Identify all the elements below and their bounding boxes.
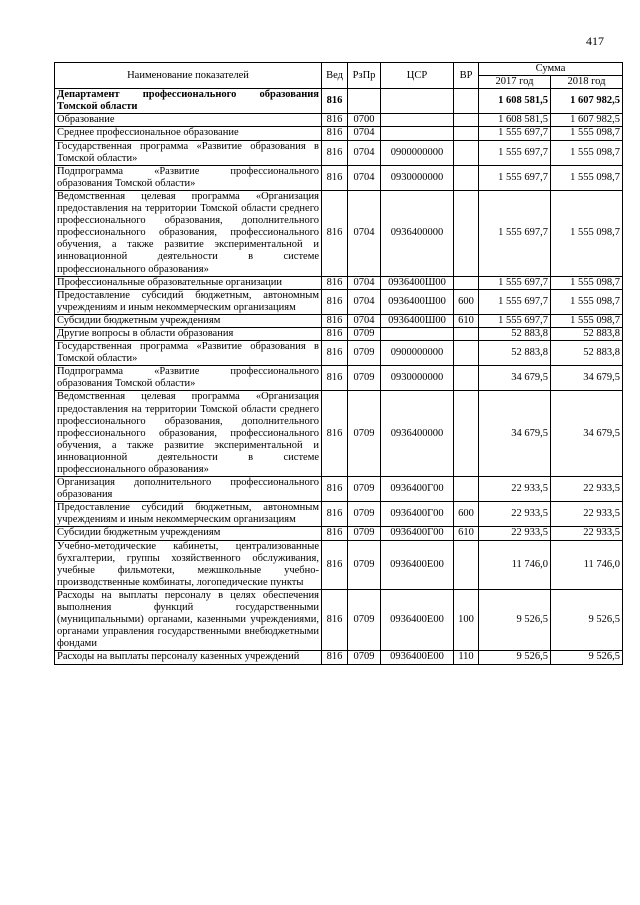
row-rzpr: 0709 <box>348 502 381 527</box>
row-name: Расходы на выплаты персоналу в целях обеспечения выполнения функций государственными (муниципальными) органами, казенными учреждениями, органами управления государственными внебюджетными фондами <box>55 589 322 650</box>
row-sum-2017: 1 608 581,5 <box>479 114 551 127</box>
row-vr <box>454 114 479 127</box>
row-sum-2017: 1 555 697,7 <box>479 276 551 289</box>
row-sum-2017: 1 555 697,7 <box>479 190 551 276</box>
row-vr <box>454 327 479 340</box>
row-name: Организация дополнительного профессионального образования <box>55 477 322 502</box>
row-csr: 0936400Ш00 <box>381 276 454 289</box>
row-sum-2018: 1 555 098,7 <box>551 140 623 165</box>
row-sum-2017: 52 883,8 <box>479 341 551 366</box>
budget-table <box>54 62 623 665</box>
row-csr: 0936400Е00 <box>381 589 454 650</box>
table-row <box>55 502 623 527</box>
row-rzpr <box>348 89 381 114</box>
page-number: 417 <box>586 34 604 48</box>
row-vr: 110 <box>454 651 479 664</box>
row-sum-2018: 11 746,0 <box>551 540 623 589</box>
row-name: Учебно-методические кабинеты, централизованные бухгалтерии, группы хозяйственного обслуживания, учебные фильмотеки, межшкольные учебно-производственные комбинаты, логопедические пункты <box>55 540 322 589</box>
row-ved: 816 <box>322 589 348 650</box>
row-ved: 816 <box>322 540 348 589</box>
table-row <box>55 127 623 140</box>
row-ved: 816 <box>322 190 348 276</box>
table-row <box>55 165 623 190</box>
table-row <box>55 477 623 502</box>
row-sum-2018: 22 933,5 <box>551 527 623 540</box>
row-name: Профессиональные образовательные организации <box>55 276 322 289</box>
row-sum-2018: 34 679,5 <box>551 366 623 391</box>
row-name: Предоставление субсидий бюджетным, автономным учреждениям и иным некоммерческим организациям <box>55 502 322 527</box>
table-row <box>55 314 623 327</box>
row-csr: 0936400Ш00 <box>381 289 454 314</box>
row-name: Расходы на выплаты персоналу казенных учреждений <box>55 651 322 664</box>
row-rzpr: 0704 <box>348 314 381 327</box>
row-sum-2017: 52 883,8 <box>479 327 551 340</box>
row-ved: 816 <box>322 341 348 366</box>
row-ved: 816 <box>322 289 348 314</box>
header-sum: Сумма <box>479 63 623 76</box>
table-row <box>55 366 623 391</box>
row-name: Государственная программа «Развитие образования в Томской области» <box>55 341 322 366</box>
row-vr: 600 <box>454 289 479 314</box>
row-csr <box>381 127 454 140</box>
row-ved: 816 <box>322 477 348 502</box>
row-name: Среднее профессиональное образование <box>55 127 322 140</box>
row-sum-2018: 1 555 098,7 <box>551 276 623 289</box>
table-row <box>55 589 623 650</box>
row-rzpr: 0709 <box>348 540 381 589</box>
row-name: Субсидии бюджетным учреждениям <box>55 527 322 540</box>
row-sum-2018: 22 933,5 <box>551 477 623 502</box>
row-vr <box>454 165 479 190</box>
header-year-2017: 2017 год <box>479 76 551 89</box>
row-ved: 816 <box>322 114 348 127</box>
table-row <box>55 89 623 114</box>
header-year-2018: 2018 год <box>551 76 623 89</box>
row-name: Департамент профессионального образования Томской области <box>55 89 322 114</box>
row-sum-2018: 1 555 098,7 <box>551 127 623 140</box>
row-vr <box>454 140 479 165</box>
row-csr: 0936400000 <box>381 190 454 276</box>
row-ved: 816 <box>322 527 348 540</box>
row-vr: 610 <box>454 314 479 327</box>
row-rzpr: 0709 <box>348 477 381 502</box>
row-sum-2018: 1 607 982,5 <box>551 89 623 114</box>
row-vr <box>454 341 479 366</box>
row-rzpr: 0709 <box>348 327 381 340</box>
row-csr <box>381 327 454 340</box>
row-rzpr: 0704 <box>348 276 381 289</box>
header-name: Наименование показателей <box>55 63 322 89</box>
row-csr <box>381 89 454 114</box>
table-row <box>55 527 623 540</box>
row-ved: 816 <box>322 140 348 165</box>
row-name: Ведомственная целевая программа «Организация предоставления на территории Томской области среднего профессионального образования, дополнительного профессионального образования, профессионального обучения, а также развитие экспериментальной и инновационной деятельности в системе профессионального образования» <box>55 190 322 276</box>
row-vr <box>454 391 479 477</box>
table-row <box>55 289 623 314</box>
row-sum-2018: 9 526,5 <box>551 651 623 664</box>
row-vr <box>454 366 479 391</box>
row-ved: 816 <box>322 276 348 289</box>
row-rzpr: 0704 <box>348 127 381 140</box>
row-sum-2017: 11 746,0 <box>479 540 551 589</box>
row-sum-2017: 22 933,5 <box>479 502 551 527</box>
row-rzpr: 0704 <box>348 165 381 190</box>
table-row <box>55 190 623 276</box>
row-sum-2018: 22 933,5 <box>551 502 623 527</box>
row-sum-2018: 1 555 098,7 <box>551 165 623 190</box>
row-sum-2017: 34 679,5 <box>479 391 551 477</box>
row-csr: 0930000000 <box>381 366 454 391</box>
row-vr <box>454 127 479 140</box>
row-name: Ведомственная целевая программа «Организация предоставления на территории Томской области среднего профессионального образования, дополнительного профессионального образования, профессионального обучения, а также развитие экспериментальной и инновационной деятельности в системе профессионального образования» <box>55 391 322 477</box>
row-rzpr: 0709 <box>348 651 381 664</box>
row-csr: 0900000000 <box>381 140 454 165</box>
row-rzpr: 0709 <box>348 341 381 366</box>
row-sum-2017: 1 555 697,7 <box>479 314 551 327</box>
table-row <box>55 114 623 127</box>
row-sum-2018: 1 555 098,7 <box>551 190 623 276</box>
row-sum-2018: 52 883,8 <box>551 327 623 340</box>
row-sum-2017: 1 608 581,5 <box>479 89 551 114</box>
row-sum-2017: 9 526,5 <box>479 651 551 664</box>
row-vr <box>454 276 479 289</box>
table-row <box>55 540 623 589</box>
row-sum-2018: 1 555 098,7 <box>551 314 623 327</box>
table-row <box>55 276 623 289</box>
row-sum-2018: 52 883,8 <box>551 341 623 366</box>
header-vr: ВР <box>454 63 479 89</box>
row-ved: 816 <box>322 502 348 527</box>
row-rzpr: 0709 <box>348 589 381 650</box>
row-name: Предоставление субсидий бюджетным, автономным учреждениям и иным некоммерческим организациям <box>55 289 322 314</box>
row-name: Подпрограмма «Развитие профессионального образования Томской области» <box>55 165 322 190</box>
row-ved: 816 <box>322 127 348 140</box>
row-csr: 0936400Г00 <box>381 477 454 502</box>
header-rzpr: РзПр <box>348 63 381 89</box>
row-ved: 816 <box>322 327 348 340</box>
row-vr: 610 <box>454 527 479 540</box>
row-vr: 100 <box>454 589 479 650</box>
table-row <box>55 341 623 366</box>
row-sum-2018: 34 679,5 <box>551 391 623 477</box>
row-rzpr: 0704 <box>348 289 381 314</box>
table-body <box>55 89 623 664</box>
row-name: Субсидии бюджетным учреждениям <box>55 314 322 327</box>
row-rzpr: 0709 <box>348 366 381 391</box>
row-name: Образование <box>55 114 322 127</box>
row-sum-2017: 1 555 697,7 <box>479 165 551 190</box>
row-vr <box>454 190 479 276</box>
row-rzpr: 0700 <box>348 114 381 127</box>
table-row <box>55 651 623 664</box>
row-sum-2018: 9 526,5 <box>551 589 623 650</box>
header-csr: ЦСР <box>381 63 454 89</box>
row-vr: 600 <box>454 502 479 527</box>
row-sum-2017: 22 933,5 <box>479 527 551 540</box>
row-name: Подпрограмма «Развитие профессионального образования Томской области» <box>55 366 322 391</box>
table-row <box>55 391 623 477</box>
row-vr <box>454 477 479 502</box>
row-name: Государственная программа «Развитие образования в Томской области» <box>55 140 322 165</box>
table-row <box>55 327 623 340</box>
row-rzpr: 0704 <box>348 190 381 276</box>
row-csr: 0936400Г00 <box>381 527 454 540</box>
row-sum-2018: 1 607 982,5 <box>551 114 623 127</box>
row-vr <box>454 89 479 114</box>
row-name: Другие вопросы в области образования <box>55 327 322 340</box>
row-csr: 0930000000 <box>381 165 454 190</box>
row-ved: 816 <box>322 651 348 664</box>
row-sum-2017: 1 555 697,7 <box>479 140 551 165</box>
row-ved: 816 <box>322 165 348 190</box>
row-rzpr: 0709 <box>348 391 381 477</box>
row-sum-2017: 1 555 697,7 <box>479 127 551 140</box>
row-sum-2018: 1 555 098,7 <box>551 289 623 314</box>
header-ved: Вед <box>322 63 348 89</box>
row-ved: 816 <box>322 366 348 391</box>
row-csr: 0900000000 <box>381 341 454 366</box>
row-vr <box>454 540 479 589</box>
row-ved: 816 <box>322 314 348 327</box>
row-csr: 0936400Е00 <box>381 540 454 589</box>
row-ved: 816 <box>322 89 348 114</box>
row-rzpr: 0704 <box>348 140 381 165</box>
row-rzpr: 0709 <box>348 527 381 540</box>
row-csr: 0936400Е00 <box>381 651 454 664</box>
row-sum-2017: 9 526,5 <box>479 589 551 650</box>
row-ved: 816 <box>322 391 348 477</box>
row-csr: 0936400Г00 <box>381 502 454 527</box>
row-sum-2017: 34 679,5 <box>479 366 551 391</box>
row-sum-2017: 1 555 697,7 <box>479 289 551 314</box>
row-csr: 0936400Ш00 <box>381 314 454 327</box>
row-csr: 0936400000 <box>381 391 454 477</box>
row-csr <box>381 114 454 127</box>
row-sum-2017: 22 933,5 <box>479 477 551 502</box>
table-row <box>55 140 623 165</box>
